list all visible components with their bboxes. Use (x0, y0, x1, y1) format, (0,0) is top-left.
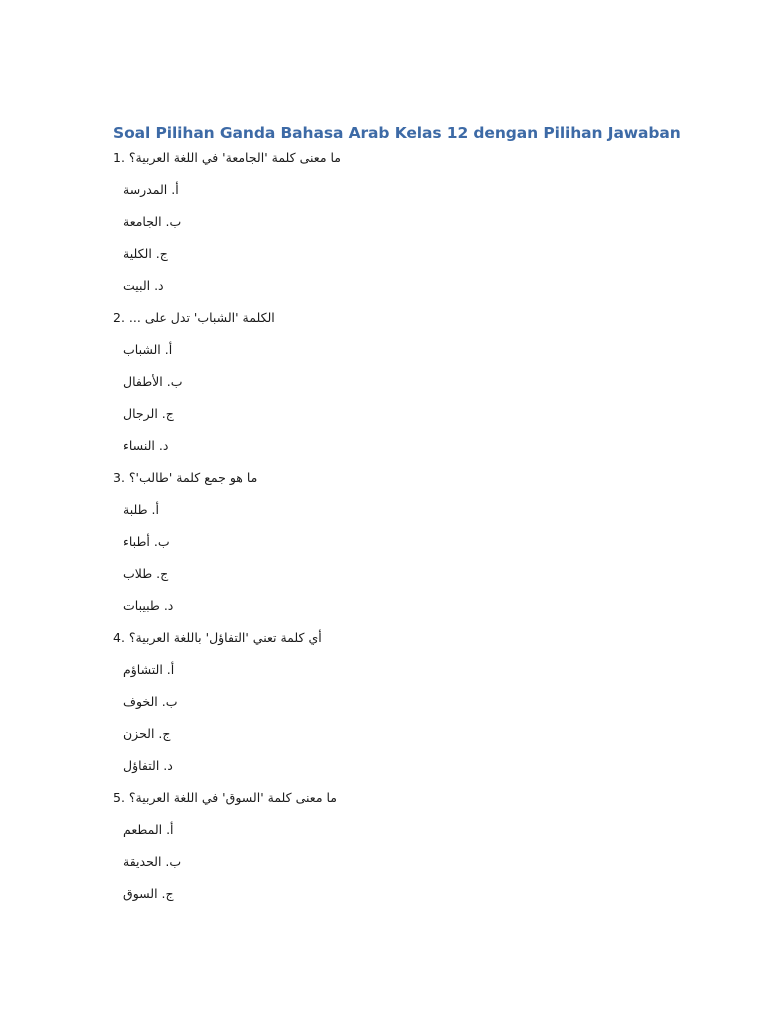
answer-option-b: ب. الخوف (123, 694, 178, 709)
answer-option-a: أ. التشاؤم (123, 662, 175, 677)
answer-option-d: د. طبيبات (123, 598, 174, 613)
answer-option-a: أ. المطعم (123, 822, 174, 837)
question-text: أي كلمة تعني 'التفاؤل' باللغة العربية؟ (128, 630, 322, 645)
question-number: 3. (113, 470, 125, 485)
answer-option-c: ج. الحزن (123, 726, 171, 741)
question-line (113, 148, 713, 168)
answer-option-d: د. التفاؤل (123, 758, 173, 773)
question-1 (113, 148, 713, 296)
question-line (113, 628, 713, 648)
question-text: ما معنى كلمة 'السوق' في اللغة العربية؟ (128, 790, 338, 805)
question-line (113, 468, 713, 488)
answer-option-c: ج. الكلية (123, 246, 168, 261)
question-number: 1. (113, 150, 125, 165)
question-text: الكلمة 'الشباب' تدل على ... (128, 310, 275, 325)
question-list (113, 148, 713, 916)
document-title: Soal Pilihan Ganda Bahasa Arab Kelas 12 dengan Pilihan Jawaban (113, 124, 681, 142)
answer-option-d: د. البيت (123, 278, 164, 293)
question-4 (113, 628, 713, 776)
answer-option-d: د. النساء (123, 438, 169, 453)
question-text: ما هو جمع كلمة 'طالب'؟ (128, 470, 258, 485)
question-line (113, 788, 713, 808)
answer-option-b: ب. أطباء (123, 534, 170, 549)
answer-option-a: أ. المدرسة (123, 182, 179, 197)
question-5 (113, 788, 713, 904)
answer-option-c: ج. طلاب (123, 566, 169, 581)
answer-option-c: ج. السوق (123, 886, 174, 901)
answer-option-a: أ. الشباب (123, 342, 173, 357)
answer-option-b: ب. الأطفال (123, 374, 183, 389)
question-3 (113, 468, 713, 616)
answer-option-a: أ. طلبة (123, 502, 159, 517)
question-text: ما معنى كلمة 'الجامعة' في اللغة العربية؟ (128, 150, 342, 165)
question-number: 2. (113, 310, 125, 325)
answer-option-c: ج. الرجال (123, 406, 174, 421)
question-number: 4. (113, 630, 125, 645)
question-line (113, 308, 713, 328)
answer-option-b: ب. الجامعة (123, 214, 182, 229)
question-2 (113, 308, 713, 456)
question-number: 5. (113, 790, 125, 805)
answer-option-b: ب. الحديقة (123, 854, 182, 869)
